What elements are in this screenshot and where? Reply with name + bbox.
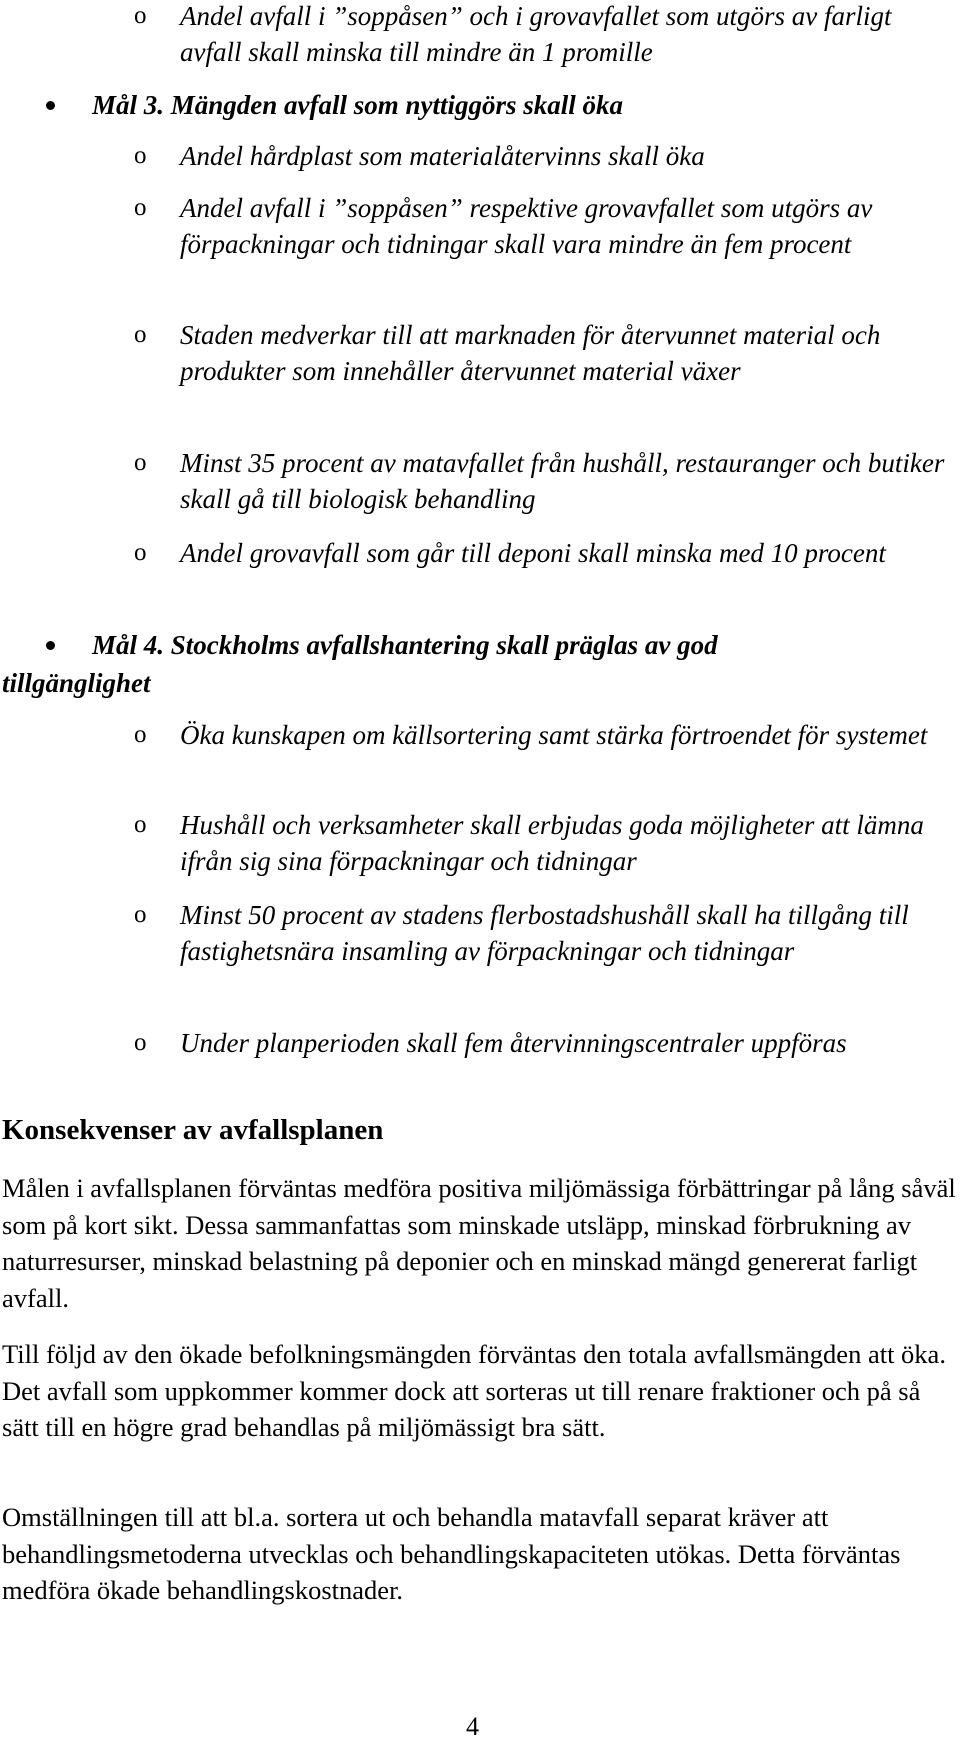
sub-bullet: o xyxy=(134,811,147,838)
list-item-text: Minst 35 procent av matavfallet från hushåll, restauranger och butiker skall gå till biologisk behandling xyxy=(180,448,945,514)
sub-bullet: o xyxy=(134,142,147,169)
bullet-icon xyxy=(46,641,55,650)
list-item-text: Under planperioden skall fem återvinningscentraler uppföras xyxy=(180,1028,847,1058)
sub-bullet: o xyxy=(134,194,147,221)
list-item-text: Minst 50 procent av stadens flerbostadshushåll skall ha tillgång till fastighetsnära insamling av förpackningar och tidningar xyxy=(180,900,909,966)
page-number: 4 xyxy=(466,1712,479,1741)
list-item-text: Andel grovavfall som går till deponi skall minska med 10 procent xyxy=(180,538,886,568)
list-item-text: Andel hårdplast som materialåtervinns skall öka xyxy=(180,141,705,171)
paragraph: Omställningen till att bl.a. sortera ut och behandla matavfall separat kräver att behandlingsmetoderna utvecklas och behandlingskapaciteten utökas. Detta förväntas medföra ökade behandlingskostnader. xyxy=(2,1502,901,1605)
sub-bullet: o xyxy=(134,449,147,476)
list-item-text: Öka kunskapen om källsortering samt stärka förtroendet för systemet xyxy=(180,720,928,750)
list-item-text: Staden medverkar till att marknaden för återvunnet material och produkter som innehåller återvunnet material växer xyxy=(180,320,881,386)
list-item-text: Hushåll och verksamheter skall erbjudas goda möjligheter att lämna ifrån sig sina förpackningar och tidningar xyxy=(180,810,924,876)
sub-bullet: o xyxy=(134,721,147,748)
goal-title: Mål 4. Stockholms avfallshantering skall präglas av god xyxy=(92,630,718,660)
sub-bullet: o xyxy=(134,1029,147,1056)
bullet-icon xyxy=(46,101,55,110)
list-item-text: Andel avfall i ”soppåsen” och i grovavfallet som utgörs av farligt avfall skall minska till mindre än 1 promille xyxy=(180,1,892,67)
section-heading: Konsekvenser av avfallsplanen xyxy=(2,1114,384,1146)
sub-bullet: o xyxy=(134,539,147,566)
paragraph: Till följd av den ökade befolkningsmängden förväntas den totala avfallsmängden att öka. Det avfall som uppkommer kommer dock att sorteras ut till renare fraktioner och på så sätt till en högre grad behandlas på miljömässigt bra sätt. xyxy=(2,1339,946,1442)
paragraph: Målen i avfallsplanen förväntas medföra positiva miljömässiga förbättringar på lång såväl som på kort sikt. Dessa sammanfattas som minskade utsläpp, minskad förbrukning av naturresurser, minskad belastning på deponier och en minskad mängd genererat farligt avfall. xyxy=(2,1173,956,1313)
goal-title-continued: tillgänglighet xyxy=(2,668,151,698)
sub-bullet: o xyxy=(134,901,147,928)
list-item-text: Andel avfall i ”soppåsen” respektive grovavfallet som utgörs av förpackningar och tidningar skall vara mindre än fem procent xyxy=(180,193,873,259)
goal-title: Mål 3. Mängden avfall som nyttiggörs skall öka xyxy=(92,90,624,120)
sub-bullet: o xyxy=(134,321,147,348)
sub-bullet: o xyxy=(134,2,147,29)
